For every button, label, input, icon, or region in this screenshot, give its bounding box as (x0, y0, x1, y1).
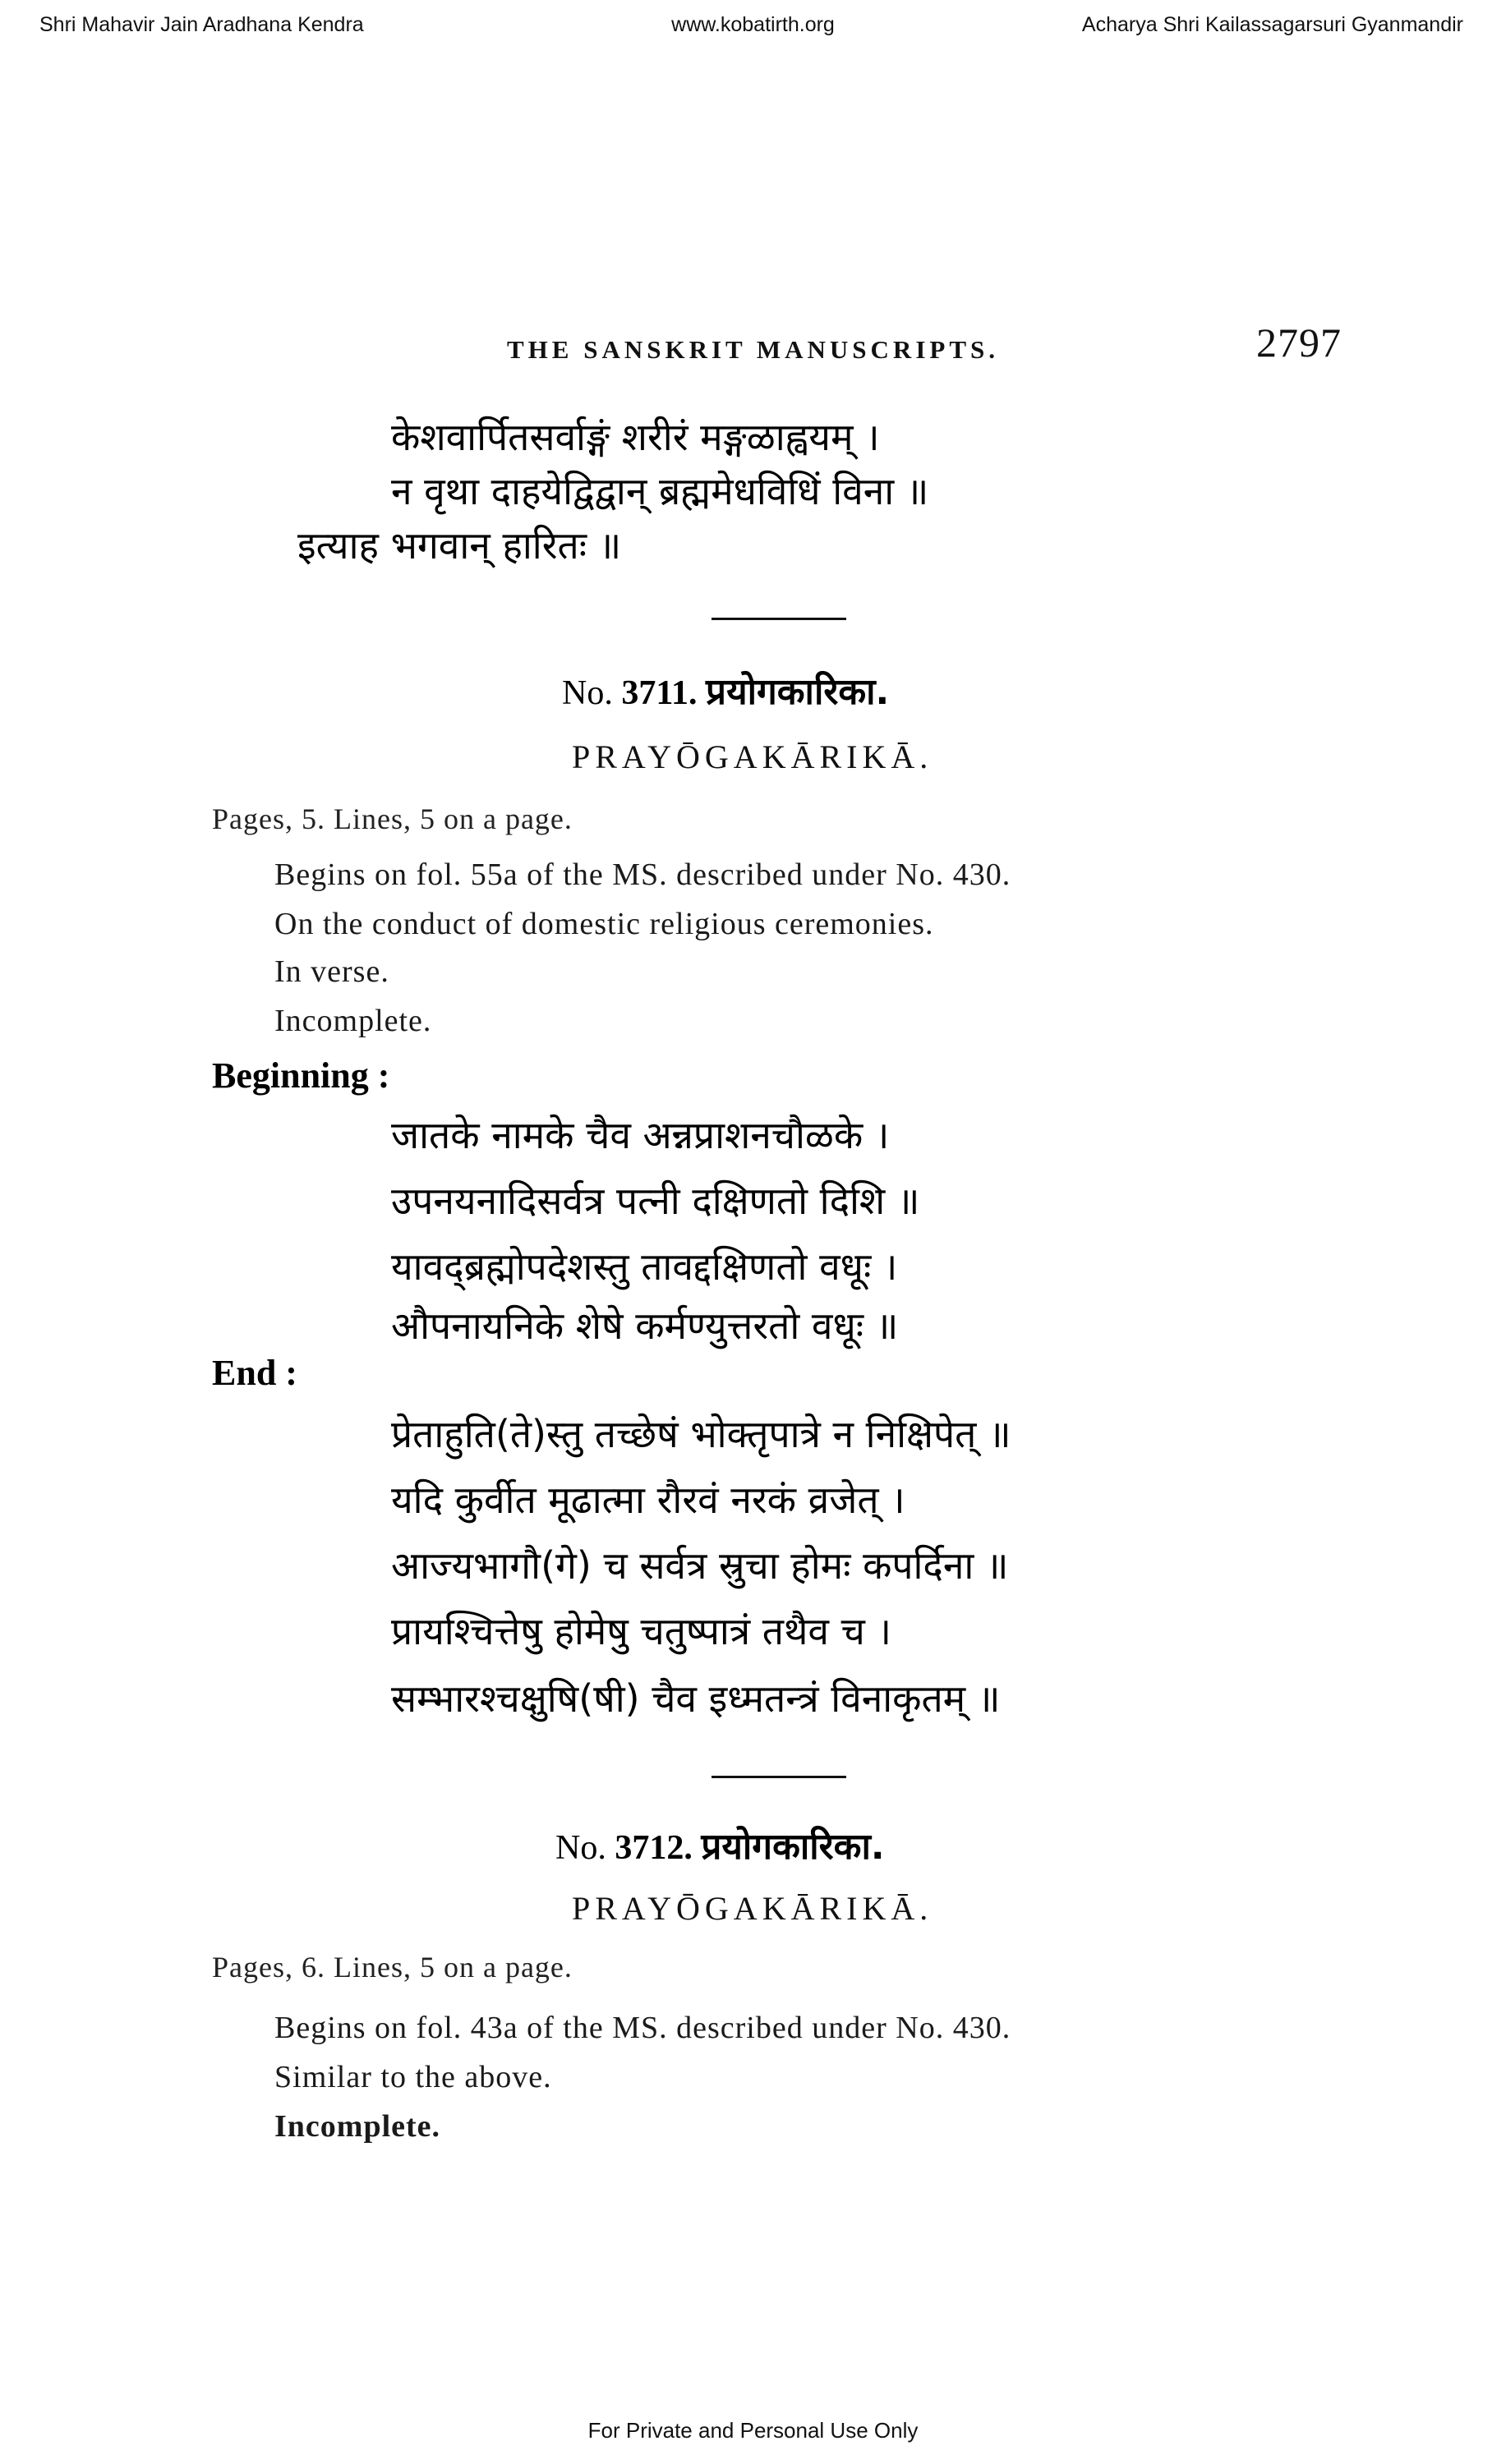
beginning-label: Beginning : (212, 1055, 390, 1096)
entry-number-heading (555, 1820, 885, 1869)
end-verse-line: आज्यभागौ(गे) च सर्वत्र स्रुचा होमः कपर्दिना ॥ (391, 1543, 1009, 1588)
entry-description-line: Begins on fol. 43a of the MS. described under No. 430. (274, 2011, 1011, 2045)
end-verse-line: सम्भारश्चक्षुषि(षी) चैव इध्मतन्त्रं विनाकृतम् ॥ (391, 1676, 1001, 1721)
entry-number: 3712. (615, 1829, 693, 1867)
site-header (0, 13, 1506, 46)
top-verse-line-3: इत्याह भगवान् हारितः ॥ (297, 523, 622, 568)
entry-description-line: On the conduct of domestic religious ceremonies. (274, 907, 934, 941)
running-title: THE SANSKRIT MANUSCRIPTS. (506, 335, 999, 364)
entry-number: 3711. (621, 674, 698, 712)
end-verse-line: यदि कुर्वीत मूढात्मा रौरवं नरकं व्रजेत् । (391, 1478, 905, 1522)
section-divider (712, 618, 846, 620)
entry-description-line: Incomplete. (274, 1004, 432, 1038)
end-label: End : (212, 1353, 297, 1393)
entry-devanagari-title: प्रयोगकारिका. (706, 671, 890, 713)
page-number: 2797 (1256, 319, 1342, 365)
end-verse-line: प्रायश्चित्तेषु होमेषु चतुष्पात्रं तथैव च । (391, 1609, 891, 1653)
entry-description-line: Incomplete. (274, 2109, 441, 2144)
entry-number-prefix: No. (562, 674, 613, 712)
end-verse-line: प्रेताहुति(ते)स्तु तच्छेषं भोक्तृपात्रे न निक्षिपेत् ॥ (391, 1412, 1011, 1456)
beginning-verse-line: उपनयनादिसर्वत्र पत्नी दक्षिणतो दिशि ॥ (391, 1179, 920, 1223)
top-verse-line-1: केशवार्पितसर्वाङ्गं शरीरं मङ्गळाह्वयम् । (391, 415, 880, 459)
header-left-text: Shri Mahavir Jain Aradhana Kendra (39, 13, 364, 36)
header-right-text: Acharya Shri Kailassagarsuri Gyanmandir (1081, 13, 1463, 36)
entry-pages-lines: Pages, 5. Lines, 5 on a page. (212, 802, 573, 835)
entry-roman-title: PRAYŌGAKĀRIKĀ. (572, 1890, 933, 1927)
entry-number-heading (562, 665, 889, 715)
top-verse-line-2: न वृथा दाहयेद्विद्वान् ब्रह्ममेधविधिं विना ॥ (391, 469, 929, 513)
section-divider (712, 1776, 846, 1778)
entry-description-line: Similar to the above. (274, 2060, 552, 2094)
entry-devanagari-title: प्रयोगकारिका. (701, 1826, 885, 1868)
entry-number-prefix: No. (555, 1829, 606, 1867)
beginning-verse-line: जातके नामके चैव अन्नप्राशनचौळके । (391, 1113, 890, 1157)
header-center-url[interactable]: www.kobatirth.org (671, 13, 835, 36)
beginning-verse-line: औपनायनिके शेषे कर्मण्युत्तरतो वधूः ॥ (391, 1303, 899, 1348)
entry-description-line: In verse. (274, 954, 389, 989)
entry-roman-title: PRAYŌGAKĀRIKĀ. (572, 738, 933, 775)
entry-description-line: Begins on fol. 55a of the MS. described under No. 430. (274, 857, 1011, 892)
site-footer: For Private and Personal Use Only (587, 2418, 919, 2443)
entry-pages-lines: Pages, 6. Lines, 5 on a page. (212, 1951, 573, 1984)
beginning-verse-line: यावद्ब्रह्मोपदेशस्तु तावद्दक्षिणतो वधूः । (391, 1244, 898, 1289)
